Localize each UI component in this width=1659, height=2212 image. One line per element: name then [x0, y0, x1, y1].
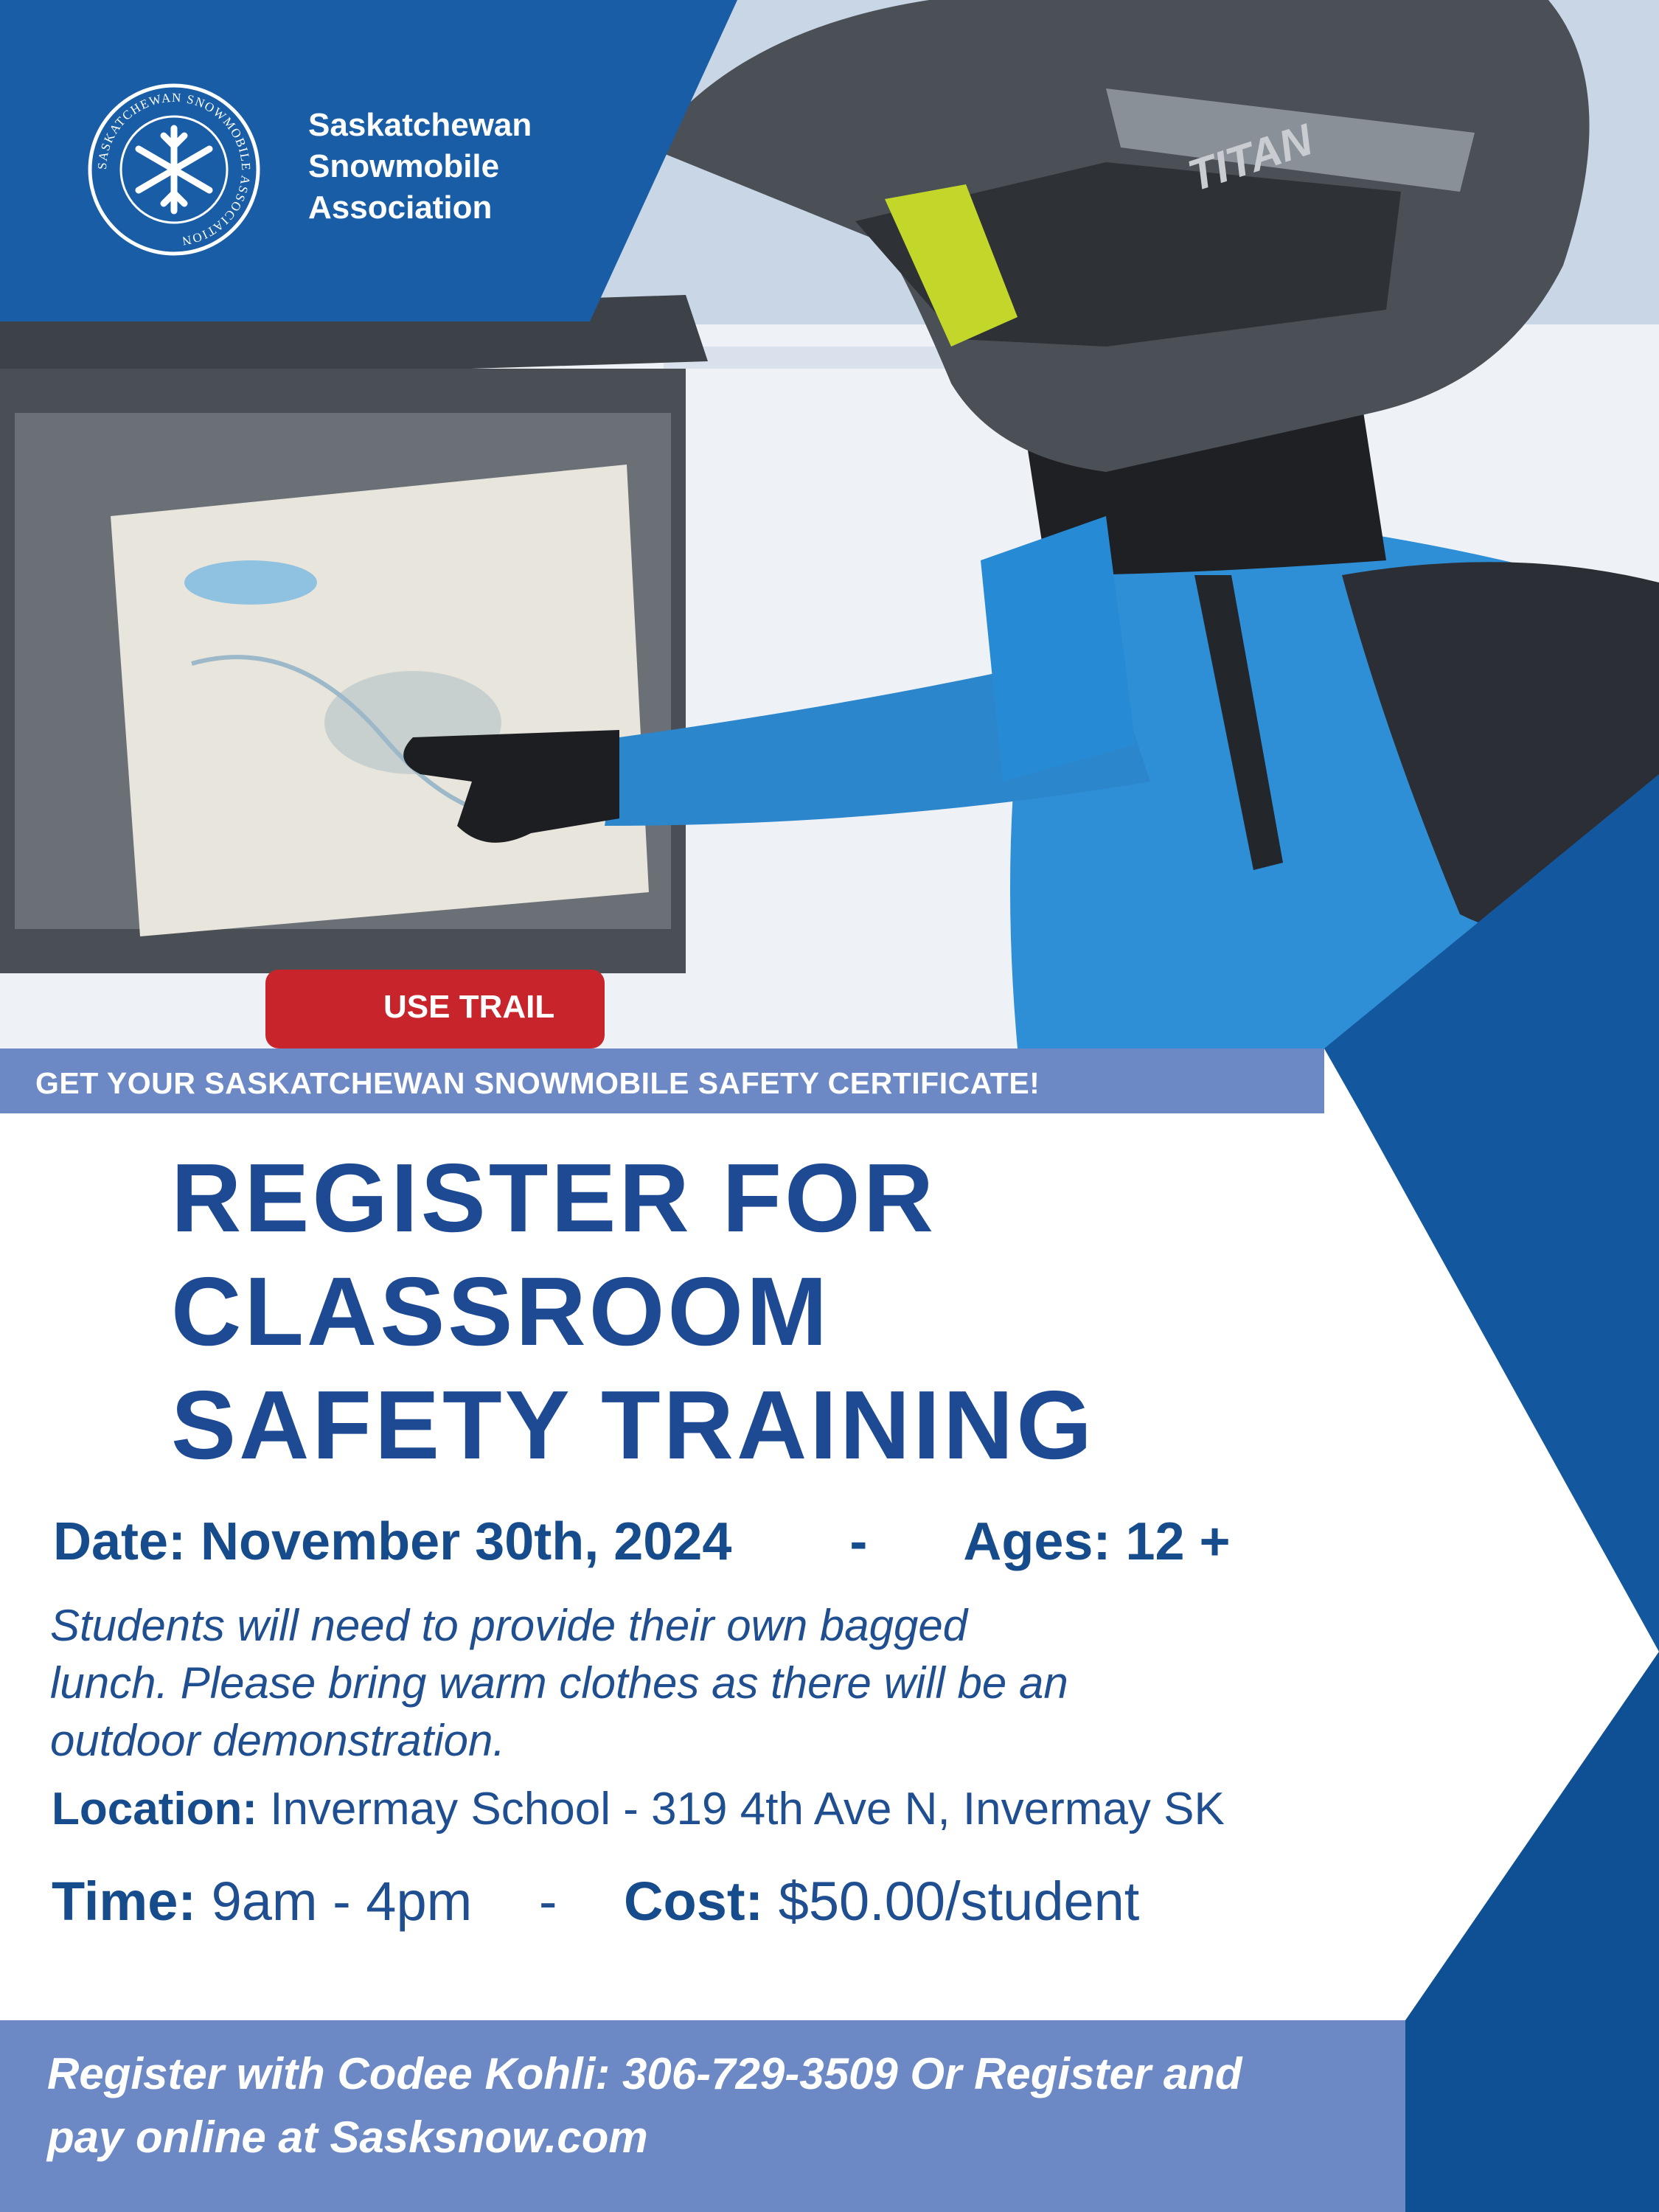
- cost-value: $50.00/student: [778, 1871, 1140, 1932]
- sign-text: USE TRAIL: [383, 989, 555, 1025]
- location-line: [52, 1783, 1225, 1835]
- location-label: Location:: [52, 1784, 257, 1834]
- lunch-note: [50, 1597, 1304, 1770]
- note-line: Students will need to provide their own bagged: [50, 1601, 968, 1650]
- org-name-line: Saskatchewan: [308, 107, 532, 143]
- headline-line: REGISTER FOR: [171, 1144, 937, 1252]
- helmet-brand-text: TITAN: [1182, 114, 1318, 201]
- seal-text: SASKATCHEWAN SNOWMOBILE ASSOCIATION: [94, 90, 254, 248]
- headline-line: CLASSROOM: [171, 1257, 830, 1366]
- event-date: Date: November 30th, 2024: [53, 1512, 732, 1571]
- cost-label: Cost:: [624, 1871, 764, 1932]
- time-label: Time:: [52, 1871, 197, 1932]
- registration-contact: Register with Codee Kohli: 306-729-3509 Or Register and: [47, 2049, 1242, 2098]
- org-name-line: Snowmobile: [308, 148, 500, 184]
- headline: [171, 1141, 1095, 1482]
- time-cost-separator: -: [538, 1871, 557, 1932]
- org-name-line: Association: [308, 189, 493, 226]
- registration-website: pay online at Sasksnow.com: [47, 2112, 648, 2162]
- registration-info: [47, 2042, 1242, 2169]
- date-separator: -: [849, 1512, 868, 1571]
- snowflake-icon: [139, 128, 209, 211]
- certificate-banner-text: GET YOUR SASKATCHEWAN SNOWMOBILE SAFETY CERTIFICATE!: [35, 1066, 1040, 1100]
- headline-line: SAFETY TRAINING: [171, 1371, 1095, 1479]
- location-value: Invermay School - 319 4th Ave N, Invermay SK: [270, 1784, 1225, 1834]
- date-ages-line: [53, 1512, 1231, 1572]
- time-cost-line: [52, 1870, 1139, 1933]
- time-value: 9am - 4pm: [211, 1871, 473, 1932]
- note-line: outdoor demonstration.: [50, 1716, 506, 1765]
- age-requirement: Ages: 12 +: [963, 1512, 1231, 1571]
- organization-name: [308, 105, 588, 229]
- association-seal-logo: [87, 83, 261, 257]
- note-line: lunch. Please bring warm clothes as there will be an: [50, 1658, 1068, 1708]
